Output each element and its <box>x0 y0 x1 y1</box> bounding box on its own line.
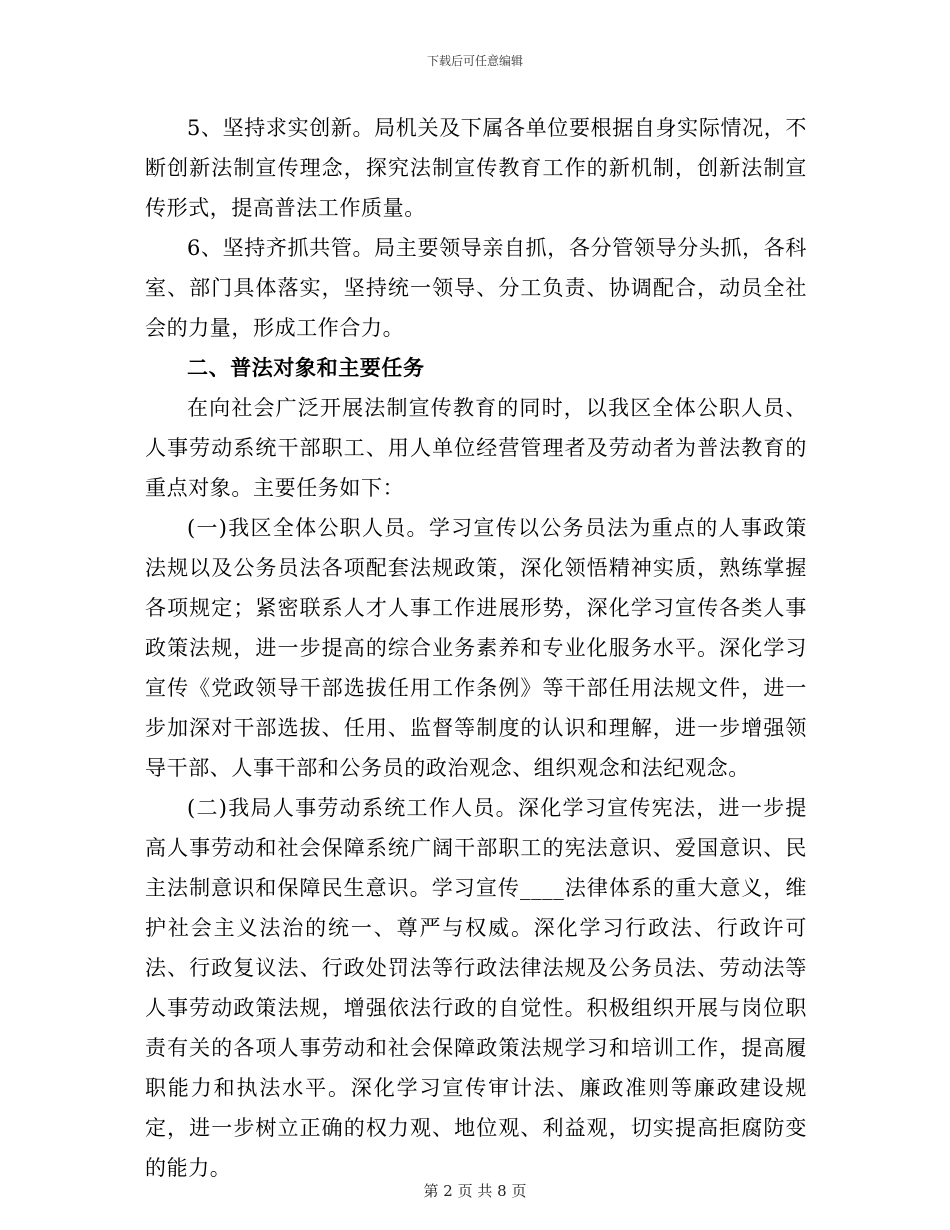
paragraph-task-2: (二)我局人事劳动系统工作人员。深化学习宣传宪法，进一步提高人事劳动和社会保障系统广阔干部职工的宪法意识、爱国意识、民主法制意识和保障民生意识。学习宣传____法律体系的重大意义，维护社会主义法治的统一、尊严与权威。深化学习行政法、行政许可法、行政复议法、行政处罚法等行政法律法规及公务员法、劳动法等人事劳动政策法规，增强依法行政的自觉性。积极组织开展与岗位职责有关的各项人事劳动和社会保障政策法规学习和培训工作，提高履职能力和执法水平。深化学习宣传审计法、廉政准则等廉政建设规定，进一步树立正确的权力观、地位观、利益观，切实提高拒腐防变的能力。 <box>145 796 807 1180</box>
paragraph-task-1: (一)我区全体公职人员。学习宣传以公务员法为重点的人事政策法规以及公务员法各项配套法规政策，深化领悟精神实质，熟练掌握各项规定；紧密联系人才人事工作进展形势，深化学习宣传各类人事政策法规，进一步提高的综合业务素养和专业化服务水平。深化学习宣传《党政领导干部选拔任用工作条例》等干部任用法规文件，进一步加深对干部选拔、任用、监督等制度的认识和理解，进一步增强领导干部、人事干部和公务员的政治观念、组织观念和法纪观念。 <box>145 516 807 780</box>
document-body <box>145 108 807 1188</box>
paragraph-intro: 在向社会广泛开展法制宣传教育的同时，以我区全体公职人员、人事劳动系统干部职工、用人单位经营管理者及劳动者为普法教育的重点对象。主要任务如下： <box>145 396 807 500</box>
page-footer: 第 2 页 共 8 页 <box>423 1182 527 1200</box>
page-header: 下载后可任意编辑 <box>426 54 523 68</box>
paragraph-principle-5: 5、坚持求实创新。局机关及下属各单位要根据自身实际情况，不断创新法制宣传理念，探究法制宣传教育工作的新机制，创新法制宣传形式，提高普法工作质量。 <box>145 116 807 220</box>
paragraph-principle-6: 6、坚持齐抓共管。局主要领导亲自抓，各分管领导分头抓，各科室、部门具体落实，坚持统一领导、分工负责、协调配合，动员全社会的力量，形成工作合力。 <box>145 236 807 340</box>
section-heading: 二、普法对象和主要任务 <box>187 355 425 380</box>
